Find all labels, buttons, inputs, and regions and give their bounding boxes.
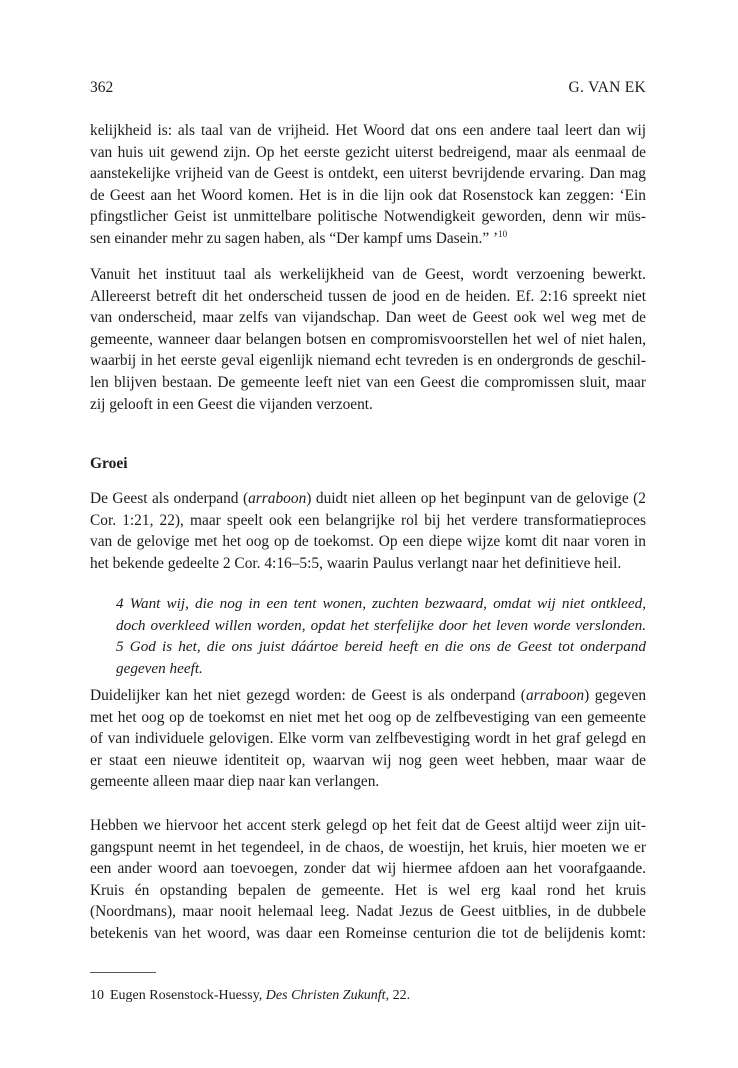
- text-line: er staat een nieuwe identiteit op, waarvan wij nog geen weet hebben, maar waar de: [90, 751, 646, 769]
- text-line: of van individuele gelovigen. Elke vorm van zelfbevestiging wordt in het graf gelegd en: [90, 730, 646, 748]
- text-line: gangspunt neemt in het tegendeel, in de chaos, de woestijn, het kruis, hier moeten we er: [90, 838, 646, 856]
- text-line: van onderscheid, maar zelfs van vijandschap. Dan weet de Geest ook wel weg met de: [90, 309, 646, 327]
- text-line: kelijkheid is: als taal van de vrijheid. Het Woord dat ons een andere taal leert dan wij: [90, 122, 646, 139]
- paragraph-1: [90, 120, 646, 250]
- text-line: Kruis én opstanding bepalen de gemeente. Het is wel erg kaal rond het kruis: [90, 881, 646, 899]
- text-line: een ander woord aan toevoegen, zonder dat wij hiermee afdoen aan het voorafgaande.: [90, 860, 646, 878]
- text-line-content: sen einander mehr zu sagen haben, als “Der kampf ums Dasein.” ’: [90, 229, 499, 247]
- text-line: van de gelovige met het oog op de toekomst. Op een diepe wijze komt dit naar voren in: [90, 533, 646, 551]
- footnote-number: 10: [90, 988, 104, 1003]
- footnote-title: Des Christen Zukunft: [265, 988, 386, 1003]
- text-line: Allereerst betreft dit het onderscheid tussen de jood en de heiden. Ef. 2:16 spreekt niet: [90, 287, 646, 305]
- text-line: het bekende gedeelte 2 Cor. 4:16–5:5, waarin Paulus verlangt naar het definitieve heil.: [90, 554, 622, 572]
- footnote-author: Eugen Rosenstock-Huessy,: [110, 988, 266, 1003]
- footnote: [90, 987, 410, 1005]
- greek-term: arraboon: [525, 687, 585, 704]
- text-line: [90, 488, 646, 510]
- text-fragment: ) duidt niet alleen op het beginpunt van de gelovige (2: [306, 490, 646, 507]
- footnote-separator: [90, 972, 156, 973]
- footnote-page: , 22.: [385, 988, 411, 1003]
- text-line: zij gelooft in een Geest die vijanden verzoent.: [90, 395, 373, 413]
- quote-line: doch overkleed willen worden, opdat het sterfelijke door het leven worde verslonden.: [116, 616, 646, 634]
- text-line: waarbij in het eerste geval eigenlijk niemand echt tevreden is en ondergronds de geschil-: [90, 352, 646, 370]
- text-line: met het oog op de toekomst en niet met het oog op de zelfbevestiging van een gemeente: [90, 708, 646, 726]
- text-line: Hebben we hiervoor het accent sterk gelegd op het feit dat de Geest altijd weer zijn uit-: [90, 817, 646, 834]
- paragraph-3: [90, 488, 646, 574]
- paragraph-5: [90, 815, 646, 945]
- text-line: Vanuit het instituut taal als werkelijkheid van de Geest, wordt verzoening bewerkt.: [90, 266, 646, 283]
- text-line: gemeente, wanneer daar belangen botsen en compromisvoorstellen het wel of niet halen,: [90, 330, 646, 348]
- section-heading: Groei: [90, 455, 128, 472]
- text-line: van huis uit gewend zijn. Op het eerste gezicht uiterst bedreigend, maar als eenmaal de: [90, 143, 646, 161]
- text-line: betekenis van het woord, was daar een Romeinse centurion die tot de belijdenis komt:: [90, 924, 646, 942]
- text-line: len blijven bestaan. De gemeente leeft niet van een Geest die compromissen sluit, maar: [90, 373, 646, 391]
- text-line: aanstekelijke vrijheid van de Geest is ontdekt, een uiterst bevrijdende ervaring. Dan mag: [90, 165, 646, 183]
- page-number: 362: [90, 79, 114, 96]
- greek-term: arraboon: [248, 490, 307, 507]
- quote-line: gegeven heeft.: [116, 659, 203, 677]
- text-line: pfingstlicher Geist ist unmittelbare politische Notwendigkeit geworden, denn wir müs-: [90, 208, 646, 226]
- text-line: (Noordmans), maar nooit helemaal leeg. Nadat Jezus de Geest uitblies, in de dubbele: [90, 903, 646, 921]
- text-fragment: ) gegeven: [584, 687, 647, 704]
- text-line: gemeente alleen maar diep naar kan verlangen.: [90, 773, 380, 791]
- quote-line: 5 God is het, die ons juist dáártoe bereid heeft en die ons de Geest tot onderpand: [116, 638, 646, 656]
- text-fragment: Duidelijker kan het niet gezegd worden: de Geest is als onderpand (: [90, 687, 526, 704]
- footnote-reference: 10: [498, 228, 508, 239]
- text-fragment: De Geest als onderpand (: [90, 490, 249, 507]
- paragraph-4: [90, 685, 646, 793]
- quote-line: 4 Want wij, die nog in een tent wonen, zuchten bezwaard, omdat wij niet ontkleed,: [116, 595, 646, 612]
- text-line: de Geest aan het Woord komen. Het is in die lijn ook dat Rosenstock kan zeggen: ‘Ein: [90, 186, 646, 204]
- running-header: [90, 79, 646, 99]
- text-line: [90, 685, 646, 707]
- text-line: [90, 228, 646, 250]
- text-line: Cor. 1:21, 22), maar speelt ook een belangrijke rol bij het verdere transformatieproces: [90, 511, 646, 529]
- running-head-author: G. VAN EK: [568, 79, 646, 96]
- paragraph-2: [90, 264, 646, 415]
- scripture-quote: [116, 593, 646, 679]
